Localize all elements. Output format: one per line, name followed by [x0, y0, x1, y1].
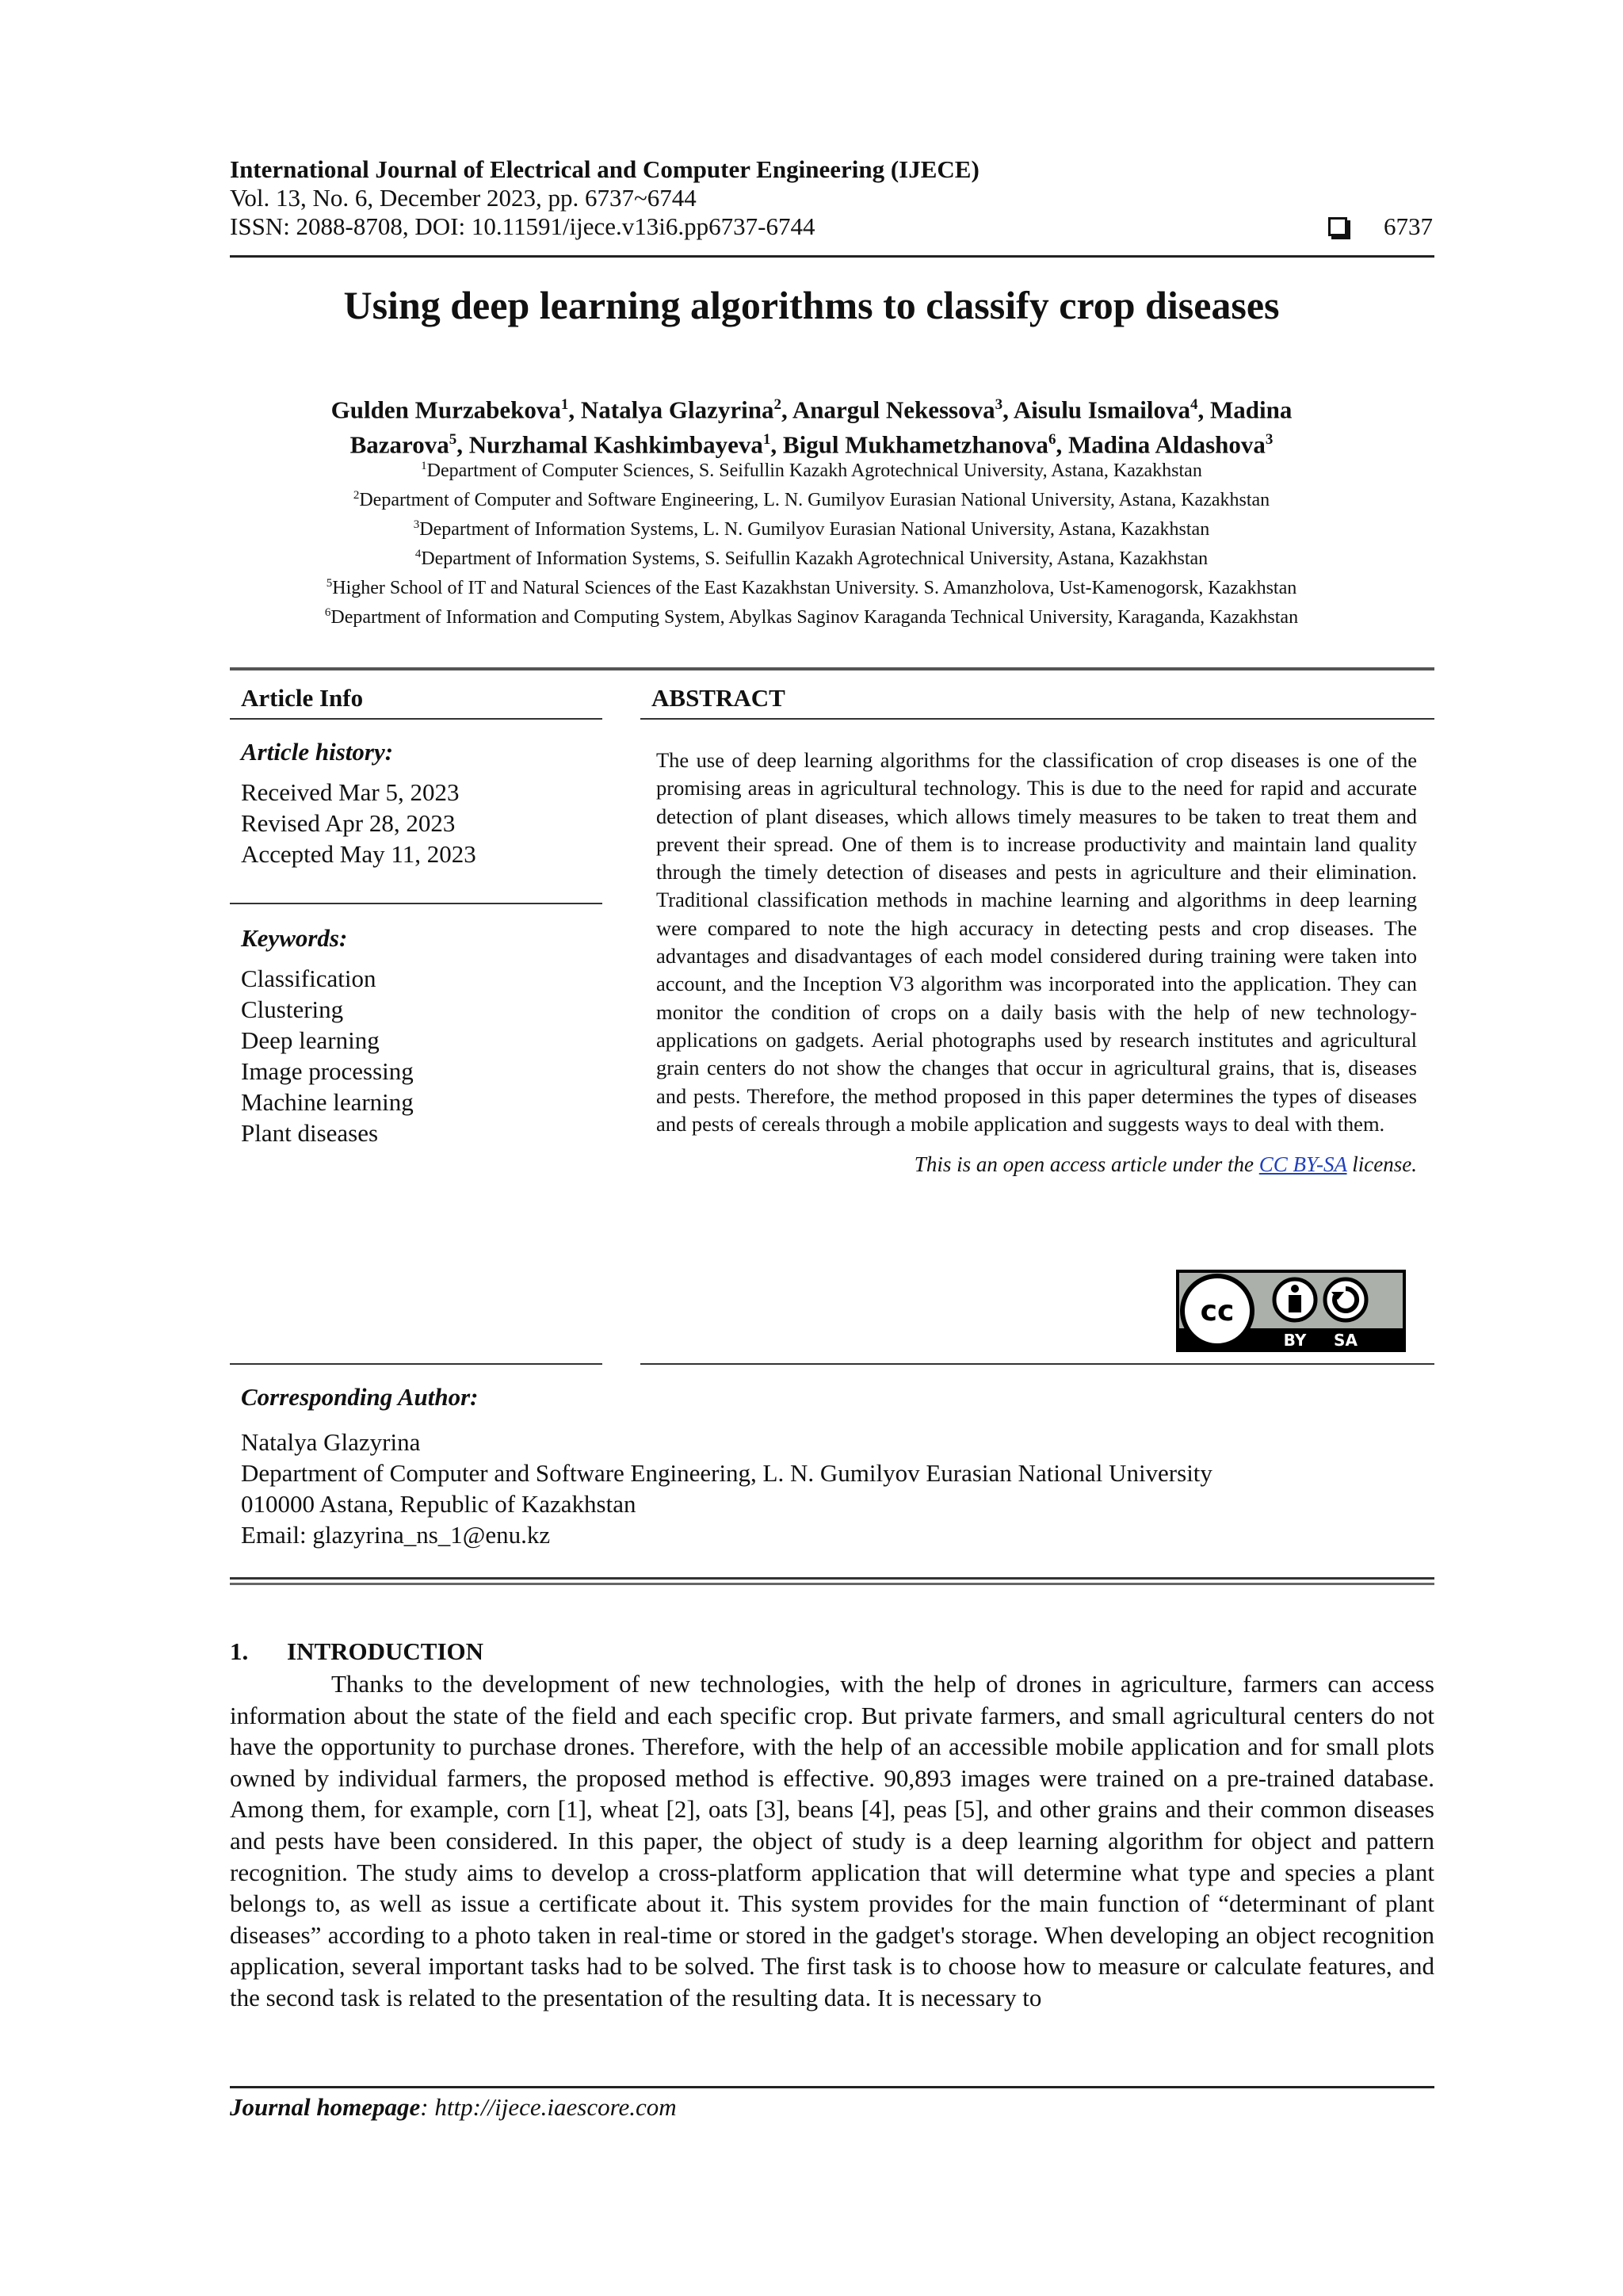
info-box-bottom-rule	[230, 1577, 1434, 1580]
corresponding-detail-line: Email: glazyrina_ns_1@enu.kz	[241, 1521, 551, 1549]
affiliation-line	[158, 571, 1465, 601]
info-box-top-rule	[230, 667, 1434, 670]
affiliation-text: Department of Information and Computing System, Abylkas Saginov Karaganda Technical University, Karaganda, Kazakhstan	[330, 607, 1299, 628]
author-separator: ,	[1002, 395, 1014, 424]
author-name: Anargul Nekessova	[792, 395, 995, 424]
author-name: Madina Aldashova	[1067, 430, 1266, 459]
keywords-list	[230, 963, 602, 1148]
page-number: 6737	[1384, 212, 1433, 240]
section-title: INTRODUCTION	[287, 1637, 484, 1665]
volume-info: Vol. 13, No. 6, December 2023, pp. 6737~6744	[230, 184, 697, 212]
affiliation-index: 1	[421, 460, 427, 472]
footer-rule	[230, 2086, 1434, 2088]
affiliation-text: Department of Information Systems, S. Seifullin Kazakh Agrotechnical University, Astana, Kazakhstan	[421, 548, 1209, 569]
article-history-list	[230, 777, 602, 869]
article-info-rule	[230, 718, 602, 720]
article-info-heading: Article Info	[241, 684, 364, 712]
info-box-bottom-rule-2	[230, 1583, 1434, 1585]
affiliation-line	[158, 542, 1465, 571]
affiliation-line	[158, 454, 1465, 483]
affiliation-text: Department of Computer Sciences, S. Seifullin Kazakh Agrotechnical University, Astana, Kazakhstan	[426, 460, 1202, 481]
author-name: Aisulu Ismailova	[1013, 395, 1190, 424]
corresponding-author-heading: Corresponding Author:	[241, 1383, 479, 1411]
abstract-bottom-rule	[640, 1363, 1434, 1365]
author-separator: ,	[1056, 430, 1068, 459]
affiliation-line	[158, 483, 1465, 513]
author-separator: ,	[568, 395, 581, 424]
affiliation-index: 4	[414, 548, 422, 560]
corresponding-detail-line: Natalya Glazyrina	[241, 1428, 421, 1456]
affiliation-index: 3	[413, 518, 420, 531]
affiliation-line	[158, 513, 1465, 542]
affiliation-index: 5	[326, 577, 333, 590]
author-name: Bazarova	[349, 430, 449, 459]
author-affiliation-index: 5	[449, 431, 457, 449]
author-affiliation-index: 3	[1265, 431, 1274, 449]
keyword-item: Deep learning	[241, 1026, 380, 1054]
header-rule	[230, 255, 1434, 258]
author-affiliation-index: 3	[995, 396, 1003, 413]
author-affiliation-index: 1	[560, 396, 569, 413]
history-item: Accepted May 11, 2023	[241, 840, 476, 868]
keyword-item: Plant diseases	[241, 1119, 379, 1147]
corresponding-author-block	[230, 1382, 1434, 1550]
abstract-text: The use of deep learning algorithms for the classification of crop diseases is one of the promising areas in agricultural technology. This is due to the need for rapid and accurate detection of plant diseases, which allows timely measures to be taken to treat them and prevent their spread. One of them is to increase productivity and maintain land quality through the timely detection of diseases and pests in agriculture and their elimination. Traditional classification methods in machine learning and algorithms in deep learning were compared to note the high accuracy in detecting pests and crop diseases. The advantages and disadvantages of each model considered during training were taken into account, and the Inception V3 algorithm was incorporated into the application. They can monitor the condition of crops on a daily basis with the help of new technology-applications on gadgets. Aerial photographs used by research institutes and agricultural grain centers do not show the changes that occur in agricultural grains, that is, diseases and pests. Therefore, the method proposed in this paper determines the types of diseases and pests of cereals through a mobile application and suggests ways to deal with them.	[656, 748, 1417, 1136]
author-name: Gulden Murzabekova	[330, 395, 561, 424]
article-history-heading: Article history:	[241, 738, 394, 766]
keyword-item: Machine learning	[241, 1088, 414, 1116]
affiliation-text: Department of Computer and Software Engineering, L. N. Gumilyov Eurasian National University, Astana, Kazakhstan	[359, 490, 1270, 510]
journal-homepage	[230, 2092, 677, 2122]
affiliation-list	[158, 454, 1465, 630]
badge-by-label: BY	[1283, 1331, 1307, 1350]
svg-text:cc: cc	[1200, 1295, 1235, 1328]
keywords-heading: Keywords:	[241, 924, 348, 952]
affiliation-index: 6	[324, 606, 331, 619]
article-info-bottom-rule	[230, 1363, 602, 1365]
affiliation-index: 2	[353, 489, 360, 502]
affiliation-text: Higher School of IT and Natural Sciences of the East Kazakhstan University. S. Amanzholova, Ust-Kamenogorsk, Kazakhstan	[332, 578, 1297, 598]
keyword-item: Image processing	[241, 1057, 414, 1085]
introduction-paragraph: Thanks to the development of new technologies, with the help of drones in agriculture, farmers can access information about the state of the field and each specific crop. But private farmers, and small agricultural centers do not have the opportunity to purchase drones. Therefore, with the help of an accessible mobile application and for small plots owned by individual farmers, the proposed method is effective. 90,893 images were trained on a pre-trained database. Among them, for example, corn [1], wheat [2], oats [3], beans [4], peas [5], and other grains and their common diseases and pests have been considered. In this paper, the object of study is a deep learning algorithm for object and pattern recognition. The study aims to develop a cross-platform application that will determine what type and species a plant belongs to, as well as issue a certificate about it. This system provides for the main function of “determinant of plant diseases” according to a photo taken in real-time or stored in the gadget's storage. When developing an object recognition application, several important tasks had to be solved. The first task is to choose how to measure or calculate features, and the second task is related to the presentation of the resulting data. It is necessary to	[230, 1670, 1434, 2011]
author-affiliation-index: 4	[1190, 396, 1198, 413]
issn-doi: ISSN: 2088-8708, DOI: 10.11591/ijece.v13i6.pp6737-6744	[230, 212, 815, 240]
journal-header	[230, 155, 1434, 241]
page-mark	[1328, 212, 1434, 241]
corresponding-author-details	[230, 1427, 1434, 1550]
corresponding-detail-line: 010000 Astana, Republic of Kazakhstan	[241, 1490, 636, 1518]
author-separator: ,	[1197, 395, 1210, 424]
history-item: Received Mar 5, 2023	[241, 778, 460, 806]
checkbox-square-icon	[1328, 217, 1347, 236]
journal-name: International Journal of Electrical and Computer Engineering (IJECE)	[230, 155, 980, 183]
history-item: Revised Apr 28, 2023	[241, 809, 456, 837]
author-name: Bigul Mukhametzhanova	[782, 430, 1048, 459]
author-separator: ,	[781, 395, 792, 424]
license-suffix: license.	[1346, 1152, 1417, 1177]
keyword-item: Classification	[241, 965, 376, 992]
author-affiliation-index: 1	[762, 431, 771, 449]
homepage-label: Journal homepage	[230, 2093, 421, 2121]
cc-by-sa-link[interactable]: CC BY-SA	[1258, 1152, 1347, 1177]
issn-row	[230, 212, 1434, 241]
abstract-column	[640, 683, 1434, 1350]
section-number: 1.	[230, 1637, 249, 1665]
homepage-url: : http://ijece.iaescore.com	[420, 2093, 677, 2121]
cc-by-sa-badge-icon	[1176, 1270, 1406, 1352]
author-separator: ,	[770, 430, 783, 459]
paper-title: Using deep learning algorithms to classify crop diseases	[343, 283, 1280, 327]
author-separator: ,	[456, 430, 469, 459]
author-affiliation-index: 6	[1048, 431, 1056, 449]
abstract-rule	[640, 718, 1434, 720]
corresponding-detail-line: Department of Computer and Software Engineering, L. N. Gumilyov Eurasian National University	[241, 1459, 1212, 1487]
author-affiliation-index: 2	[773, 396, 782, 413]
keywords-rule	[230, 903, 602, 904]
affiliation-text: Department of Information Systems, L. N. Gumilyov Eurasian National University, Astana, Kazakhstan	[419, 519, 1210, 540]
license-prefix: This is an open access article under the	[914, 1152, 1259, 1177]
affiliation-line	[158, 601, 1465, 630]
abstract-heading: ABSTRACT	[651, 684, 785, 712]
author-list	[198, 390, 1425, 460]
badge-sa-label: SA	[1334, 1331, 1358, 1350]
author-name: Natalya Glazyrina	[580, 395, 774, 424]
author-name: Nurzhamal Kashkimbayeva	[468, 430, 763, 459]
author-name: Madina	[1209, 395, 1293, 424]
license-statement	[640, 1151, 1417, 1178]
section-heading-introduction	[230, 1637, 483, 1667]
author-line-1	[198, 390, 1425, 425]
keyword-item: Clustering	[241, 995, 344, 1023]
article-info-column	[230, 683, 602, 1148]
